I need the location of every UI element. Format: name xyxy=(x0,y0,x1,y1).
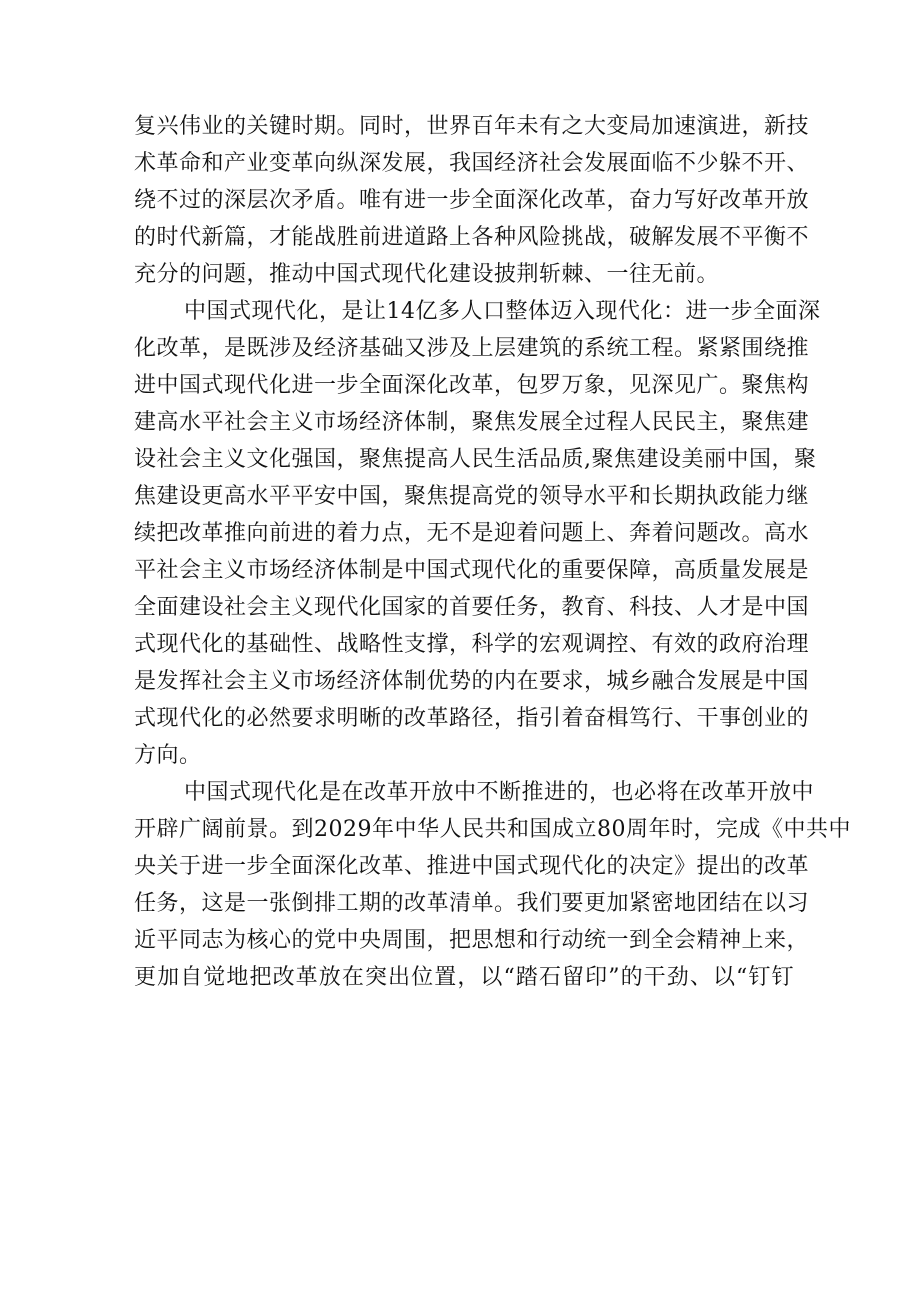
text-line: 焦建设更高水平平安中国，聚焦提高党的领导水平和长期执政能力继 xyxy=(134,484,810,509)
text-line: 化改革，是既涉及经济基础又涉及上层建筑的系统工程。紧紧围绕推 xyxy=(134,336,810,361)
text-line: 中国式现代化是在改革开放中不断推进的，也必将在改革开放中 xyxy=(184,780,815,805)
text-line: 任务，这是一张倒排工期的改革清单。我们要更加紧密地团结在以习 xyxy=(134,891,810,916)
text-line: 全面建设社会主义现代化国家的首要任务，教育、科技、人才是中国 xyxy=(134,595,810,620)
text-line: 设社会主义文化强国，聚焦提高人民生活品质,聚焦建设美丽中国，聚 xyxy=(134,447,817,472)
text-line: 式现代化的基础性、战略性支撑，科学的宏观调控、有效的政府治理 xyxy=(134,632,810,657)
body-text xyxy=(134,108,851,996)
text-line: 建高水平社会主义市场经济体制，聚焦发展全过程人民民主，聚焦建 xyxy=(134,410,810,435)
text-line: 的时代新篇，才能战胜前进道路上各种风险挑战，破解发展不平衡不 xyxy=(134,225,810,250)
text-line: 是发挥社会主义市场经济体制优势的内在要求，城乡融合发展是中国 xyxy=(134,669,810,694)
text-line: 方向。 xyxy=(134,743,202,768)
text-line: 充分的问题，推动中国式现代化建设披荆斩棘、一往无前。 xyxy=(134,262,720,287)
text-line: 央关于进一步全面深化改革、推进中国式现代化的决定》提出的改革 xyxy=(134,854,810,879)
text-line: 术革命和产业变革向纵深发展，我国经济社会发展面临不少躲不开、 xyxy=(134,151,810,176)
text-line: 开辟广阔前景。到2029年中华人民共和国成立80周年时，完成《中共中 xyxy=(134,817,851,842)
text-line: 中国式现代化，是让14亿多人口整体迈入现代化：进一步全面深 xyxy=(184,299,821,324)
text-line: 复兴伟业的关键时期。同时，世界百年未有之大变局加速演进，新技 xyxy=(134,114,810,139)
text-line: 平社会主义市场经济体制是中国式现代化的重要保障，高质量发展是 xyxy=(134,558,810,583)
text-line: 更加自觉地把改革放在突出位置，以“踏石留印”的干劲、以“钉钉 xyxy=(134,965,794,990)
text-line: 进中国式现代化进一步全面深化改革，包罗万象，见深见广。聚焦构 xyxy=(134,373,810,398)
text-line: 绕不过的深层次矛盾。唯有进一步全面深化改革，奋力写好改革开放 xyxy=(134,188,810,213)
text-line: 续把改革推向前进的着力点，无不是迎着问题上、奔着问题改。高水 xyxy=(134,521,810,546)
text-line: 式现代化的必然要求明晰的改革路径，指引着奋楫笃行、干事创业的 xyxy=(134,706,810,731)
text-line: 近平同志为核心的党中央周围，把思想和行动统一到全会精神上来， xyxy=(134,928,810,953)
